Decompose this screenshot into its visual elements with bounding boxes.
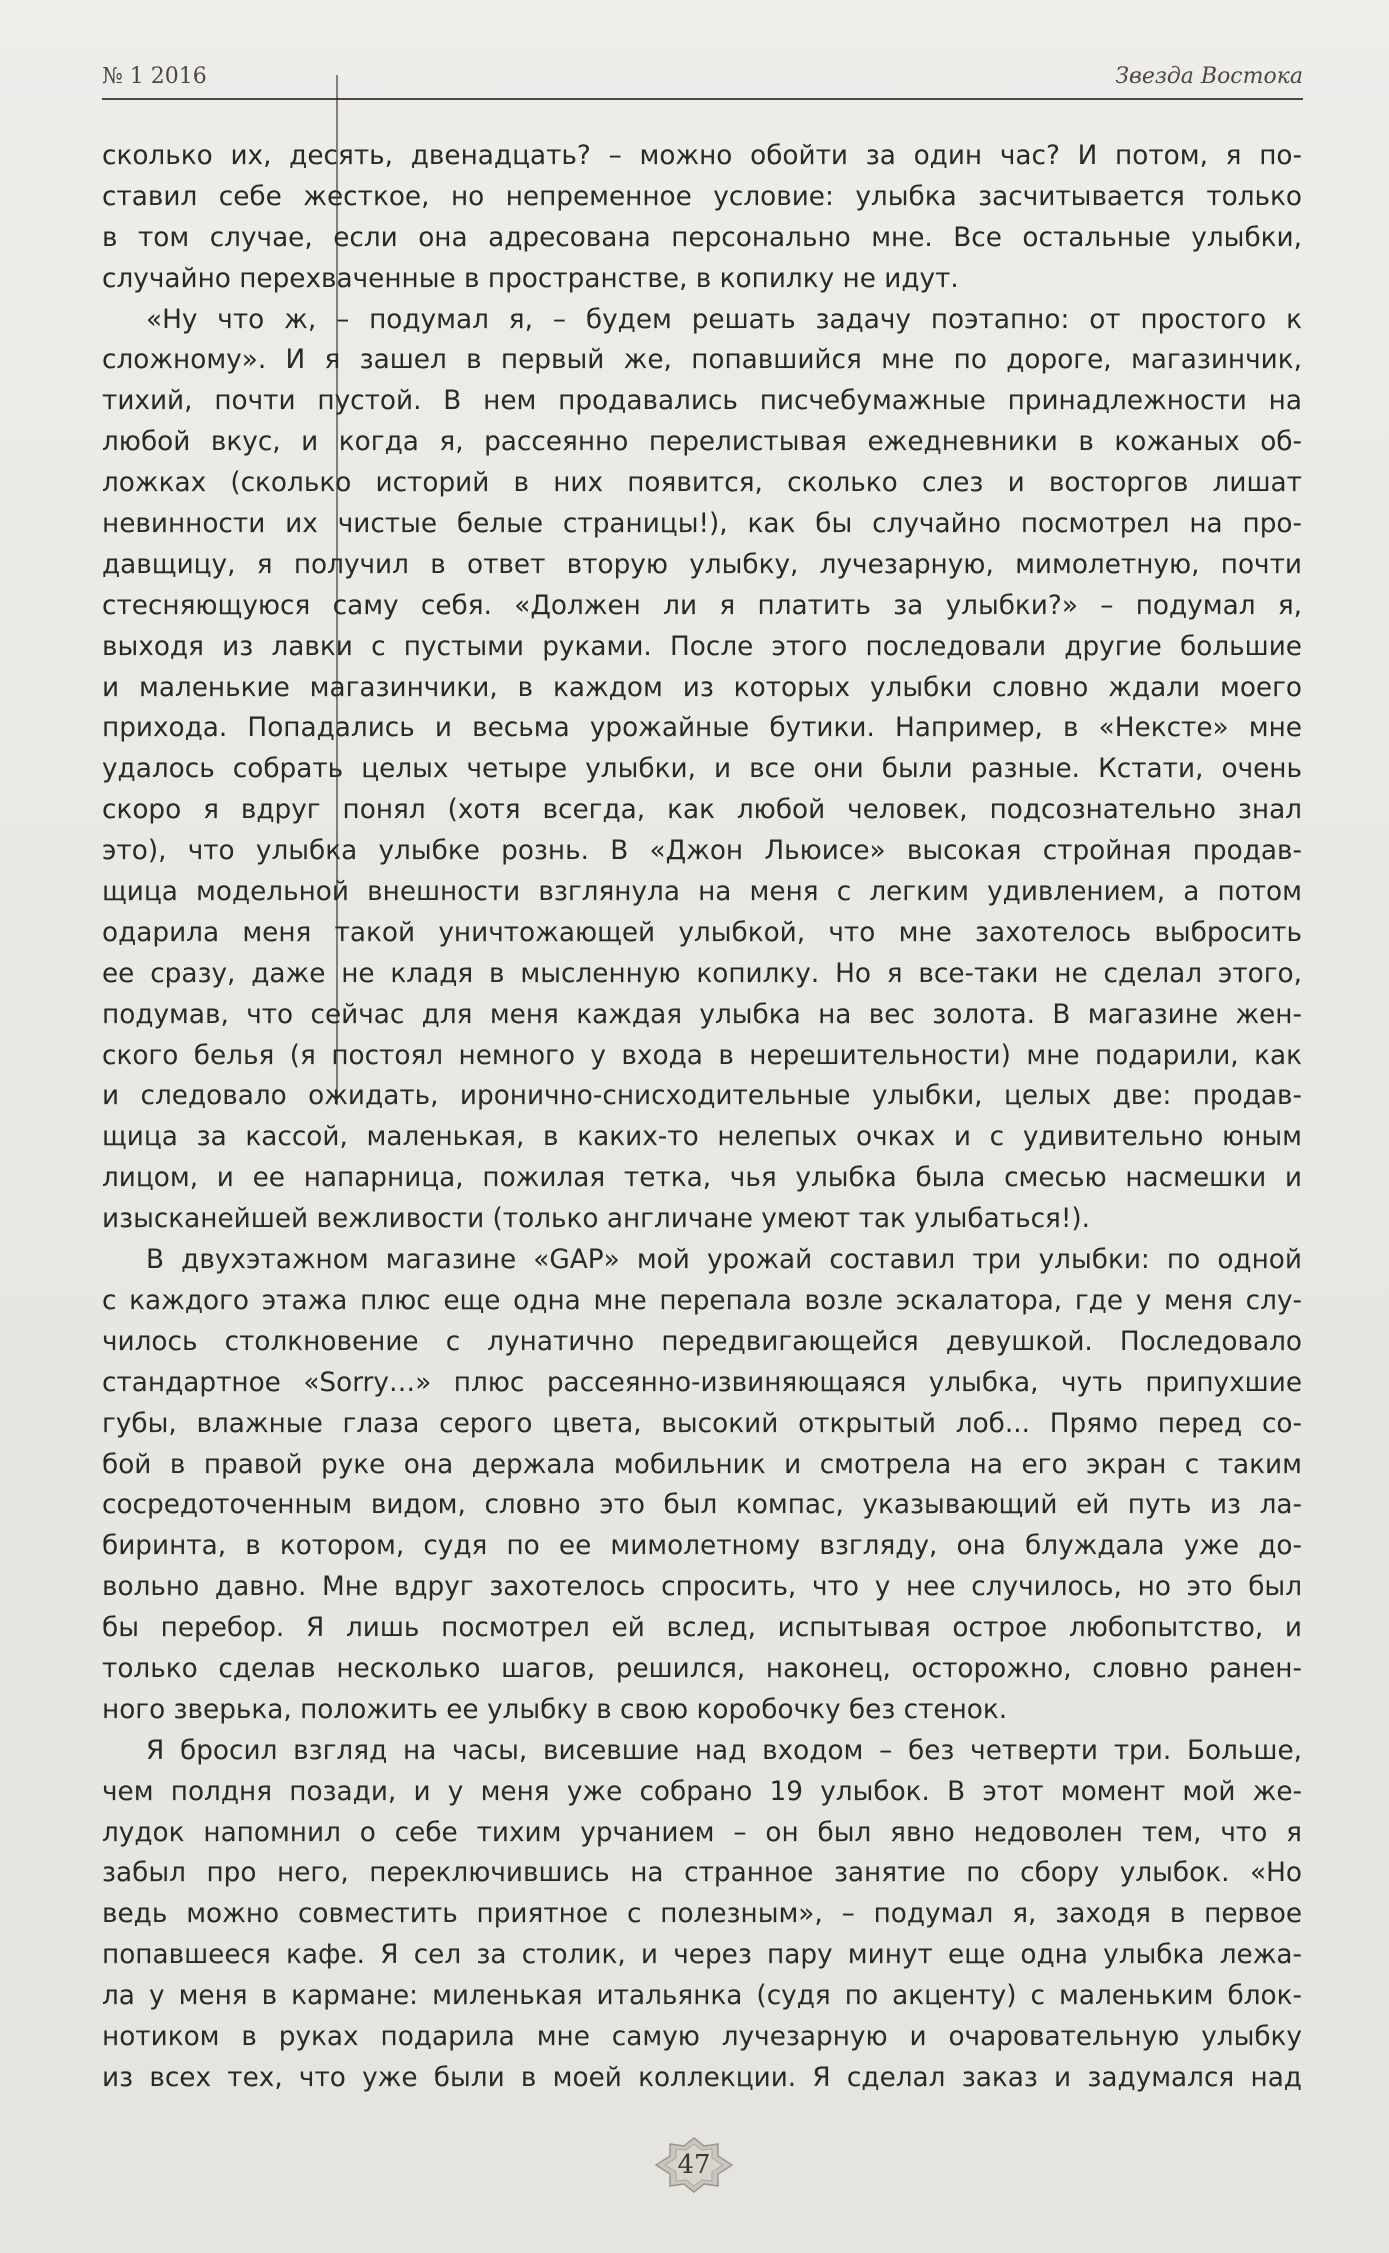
text-line: с каждого этажа плюс еще одна мне перепала возле эскалатора, где у меня слу- [102, 1285, 1302, 1316]
text-line: случайно перехваченные в пространстве, в копилку не идут. [102, 263, 959, 294]
text-line: бой в правой руке она держала мобильник и смотрела на его экран с таким [102, 1449, 1302, 1480]
text-line: стандартное «Sorry…» плюс рассеянно-извиняющаяся улыбка, чуть припухшие [102, 1367, 1302, 1398]
text-line: выходя из лавки с пустыми руками. После этого последовали другие большие [102, 631, 1302, 662]
text-line: бы перебор. Я лишь посмотрел ей вслед, испытывая острое любопытство, и [102, 1613, 1302, 1644]
text-line: вольно давно. Мне вдруг захотелось спросить, что у нее случилось, но это был [102, 1572, 1302, 1603]
text-line: В двухэтажном магазине «GAP» мой урожай составил три улыбки: по одной [146, 1245, 1302, 1276]
text-line: давщицу, я получил в ответ вторую улыбку, лучезарную, мимолетную, почти [102, 549, 1302, 580]
text-line: подумав, что сейчас для меня каждая улыбка на вес золота. В магазине жен- [102, 999, 1302, 1030]
text-line: ее сразу, даже не кладя в мысленную копилку. Но я все-таки не сделал этого, [102, 958, 1302, 989]
text-line: ставил себе жесткое, но непременное условие: улыбка засчитывается только [102, 181, 1302, 212]
text-line: стесняющуюся саму себя. «Должен ли я платить за улыбки?» – подумал я, [102, 590, 1302, 621]
text-line: щица за кассой, маленькая, в каких-то нелепых очках и с удивительно юным [102, 1122, 1302, 1153]
page-footer [0, 2130, 1389, 2200]
text-line: губы, влажные глаза серого цвета, высокий открытый лоб... Прямо перед со- [102, 1408, 1302, 1439]
text-line: сколько их, десять, двенадцать? – можно обойти за один час? И потом, я по- [102, 141, 1302, 171]
text-line: лицом, и ее напарница, пожилая тетка, чья улыбка была смесью насмешки и [102, 1163, 1302, 1194]
text-line: сложному». И я зашел в первый же, попавшийся мне по дороге, магазинчик, [102, 345, 1302, 376]
text-line: изысканейшей вежливости (только англичане умеют так улыбаться!). [102, 1204, 1091, 1235]
text-line: тихий, почти пустой. В нем продавались писчебумажные принадлежности на [102, 386, 1302, 417]
text-line: попавшееся кафе. Я сел за столик, и через пару минут еще одна улыбка лежа- [102, 1940, 1302, 1971]
text-line: ведь можно совместить приятное с полезным», – подумал я, заходя в первое [102, 1899, 1302, 1930]
issue-number: № 1 2016 [102, 64, 207, 89]
text-line: нотиком в руках подарила мне самую лучезарную и очаровательную улыбку [102, 2021, 1302, 2052]
text-line: биринта, в котором, судя по ее мимолетному взгляду, она блуждала уже до- [102, 1531, 1302, 1562]
text-line: любой вкус, и когда я, рассеянно перелистывая ежедневники в кожаных об- [102, 427, 1302, 458]
text-line: только сделав несколько шагов, решился, наконец, осторожно, словно ранен- [102, 1653, 1302, 1684]
text-line: из всех тех, что уже были в моей коллекции. Я сделал заказ и задумался над [102, 2062, 1302, 2093]
running-header [102, 58, 1303, 100]
text-line: одарила меня такой уничтожающей улыбкой, что мне захотелось выбросить [102, 917, 1302, 948]
text-line: и следовало ожидать, иронично-снисходительные улыбки, целых две: продав- [102, 1081, 1302, 1112]
text-line: забыл про него, переключившись на странное занятие по сбору улыбок. «Но [102, 1858, 1302, 1889]
page-number-badge [652, 2136, 736, 2194]
text-line: чем полдня позади, и у меня уже собрано 19 улыбок. В этот момент мой же- [102, 1776, 1302, 1807]
text-line: скоро я вдруг понял (хотя всегда, как любой человек, подсознательно знал [102, 795, 1302, 826]
text-line: «Ну что ж, – подумал я, – будем решать задачу поэтапно: от простого к [146, 304, 1302, 335]
text-line: в том случае, если она адресована персонально мне. Все остальные улыбки, [102, 222, 1302, 253]
text-line: это), что улыбка улыбке рознь. В «Джон Льюисе» высокая стройная продав- [102, 836, 1302, 867]
text-line: Я бросил взгляд на часы, висевшие над входом – без четверти три. Больше, [146, 1735, 1302, 1766]
text-line: и маленькие магазинчики, в каждом из которых улыбки словно ждали моего [102, 672, 1302, 703]
text-line: ла у меня в кармане: миленькая итальянка (судя по акценту) с маленьким блок- [102, 1981, 1302, 2012]
page-number: 47 [677, 2150, 711, 2180]
text-line: чилось столкновение с лунатично передвигающейся девушкой. Последовало [102, 1326, 1302, 1357]
text-line: щица модельной внешности взглянула на меня с легким удивлением, а потом [102, 877, 1302, 908]
text-line: ского белья (я постоял немного у входа в нерешительности) мне подарили, как [102, 1040, 1302, 1071]
text-line: ного зверька, положить ее улыбку в свою коробочку без стенок. [102, 1694, 1008, 1725]
body-text [102, 136, 1302, 2099]
text-line: сосредоточенным видом, словно это был компас, указывающий ей путь из ла- [102, 1490, 1302, 1521]
text-line: удалось собрать целых четыре улыбки, и все они были разные. Кстати, очень [102, 754, 1302, 785]
text-line: лудок напомнил о себе тихим урчанием – он был явно недоволен тем, что я [102, 1817, 1302, 1848]
journal-title: Звезда Востока [1115, 64, 1303, 89]
text-line: невинности их чистые белые страницы!), как бы случайно посмотрел на про- [102, 509, 1302, 540]
text-line: ложках (сколько историй в них появится, сколько слез и восторгов лишат [102, 468, 1302, 499]
text-line: прихода. Попадались и весьма урожайные бутики. Например, в «Нексте» мне [102, 713, 1302, 744]
